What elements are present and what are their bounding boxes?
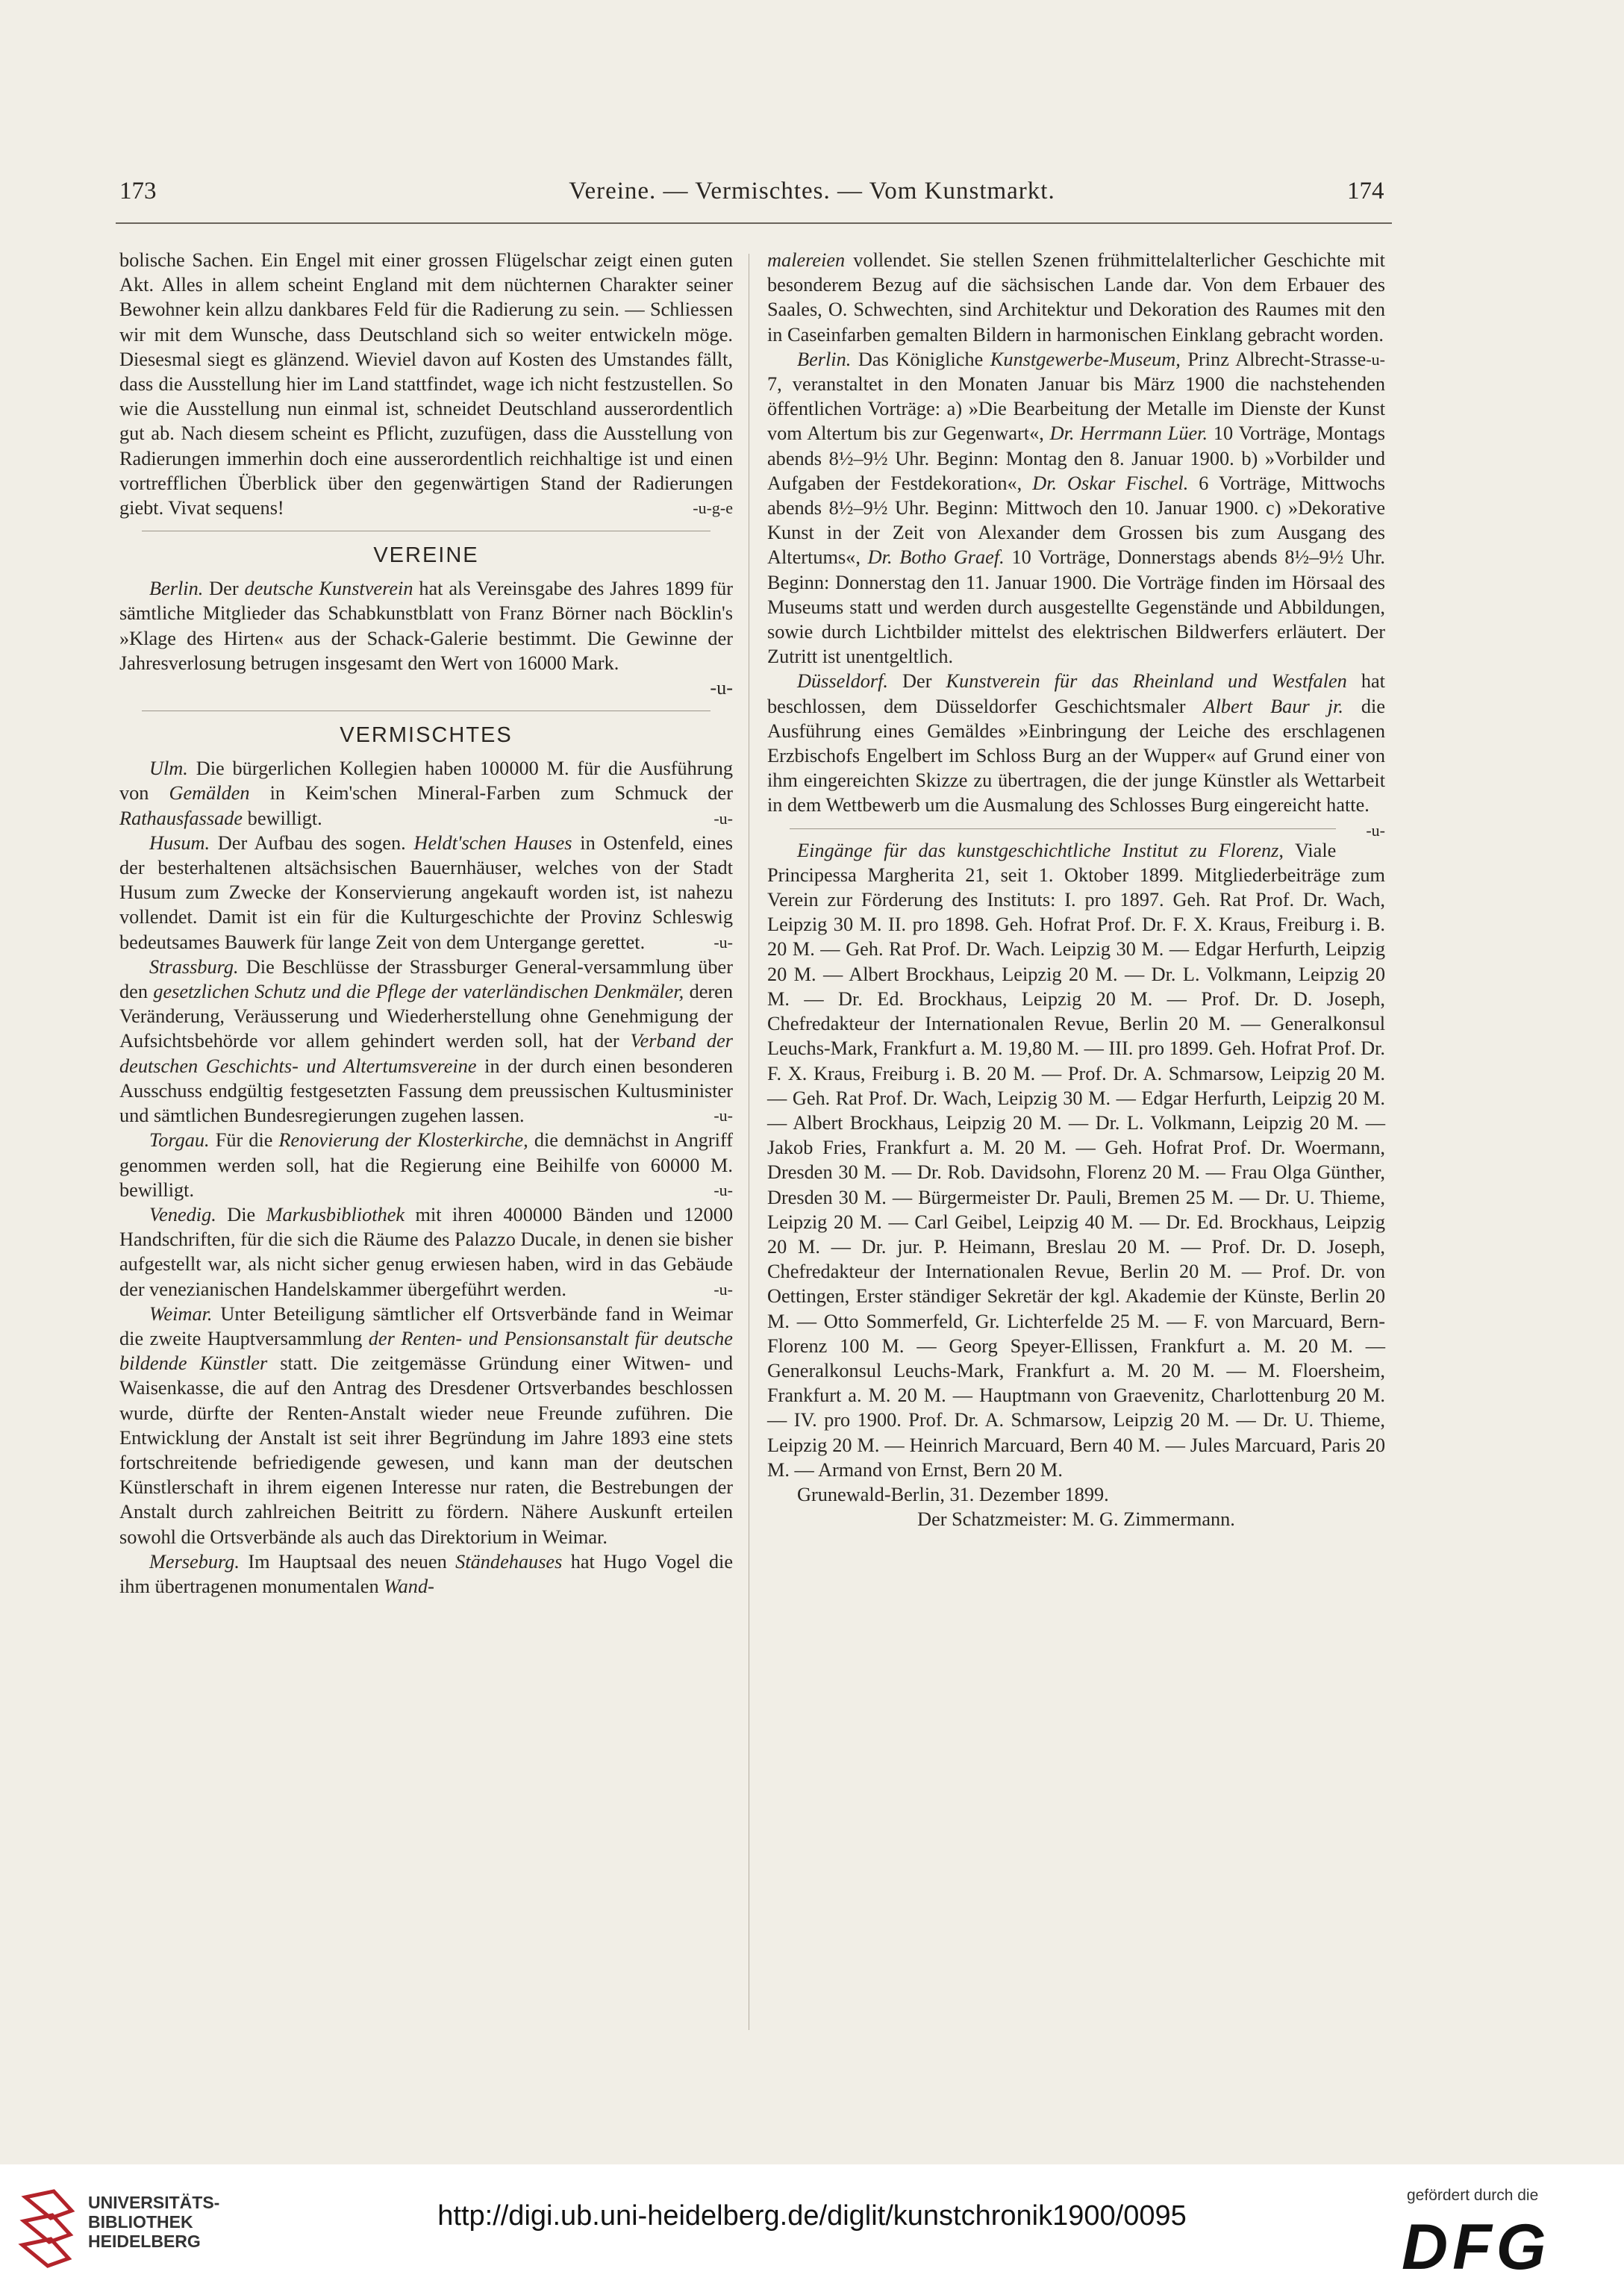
- page-number-right: 174: [1347, 178, 1384, 204]
- signature: -u-: [710, 677, 733, 699]
- funded-by-caption: gefördert durch die: [1407, 2187, 1539, 2204]
- header-rule: [116, 222, 1392, 224]
- permalink-url[interactable]: http://digi.ub.uni-heidelberg.de/diglit/kunstchronik1900/0095: [437, 2200, 1187, 2232]
- section-separator: [790, 828, 1336, 829]
- paragraph: Berlin. Der deutsche Kunstverein hat als Vereinsgabe des Jahres 1899 für sämtliche Mitglieder das Schabkunstblatt von Franz Börner nach Böcklin's »Klage des Hirten« aus der Schack-Galerie bestimmt. Die Gewinne der Jahresverlosung betrugen insgesamt den Wert von 16000 Mark.: [119, 578, 733, 674]
- date-line: Grunewald-Berlin, 31. Dezember 1899.: [797, 1483, 1109, 1505]
- dfg-logo: DFG: [1402, 2211, 1551, 2283]
- library-name: UNIVERSITÄTS- BIBLIOTHEK HEIDELBERG: [88, 2193, 220, 2251]
- paragraph: Strassburg. Die Beschlüsse der Strassburger General-versammlung über den gesetzlichen Schutz und die Pflege der vaterländischen Denkmäler, deren Veränderung, Veräusserung und Wiederherstellung ohne Genehmigung der Aufsichtsbehörde vor allem gehindert werden soll, hat der Verband der deutschen Geschichts- und Altertumsvereine in der durch einen besonderen Ausschuss endgültig festgesetzten Fassung dem preussischen Kultusminister und sämtlichen Bundesregierungen zugehen lassen. -u-: [119, 955, 733, 1127]
- page-number-left: 173: [119, 178, 157, 204]
- right-column: [767, 248, 1385, 1531]
- signatory: Der Schatzmeister: M. G. Zimmermann.: [917, 1508, 1235, 1531]
- paragraph: Eingänge für das kunstgeschichtliche Institut zu Florenz, Viale Principessa Margherita 21, seit 1. Oktober 1899. Mitgliederbeiträge zum Verein zur Förderung des Instituts: I. pro 1897. Geh. Rat Prof. Dr. Wach, Leipzig 30 M. II. pro 1898. Geh. Hofrat Prof. Dr. F. X. Kraus, Freiburg i. B. 20 M. — Geh. Rat Prof. Dr. Wach. Leipzig 30 M. — Edgar Herfurth, Leipzig 20 M. — Albert Brockhaus, Leipzig 20 M. — Dr. L. Volkmann, Leipzig 20 M. — Dr. Ed. Brockhaus, Leipzig 20 M. — Prof. Dr. D. Joseph, Chefredakteur der Internationalen Revue, Berlin 20 M. — Generalkonsul Leuchs-Mark, Frankfurt a. M. 19,80 M. — III. pro 1899. Geh. Hofrat Prof. Dr. F. X. Kraus, Freiburg i. B. 20 M. — Prof. Dr. A. Schmarsow, Leipzig 20 M. — Geh. Rat Prof. Dr. Wach, Leipzig 30 M. — Edgar Herfurth, Leipzig 20 M. — Albert Brockhaus, Leipzig 20 M. — Dr. L. Volkmann, Leipzig 20 M. — Jakob Fries, Frankfurt a. M. 20 M. — Geh. Hofrat Prof. Dr. Woermann, Dresden 30 M. — Dr. Rob. Davidsohn, Florenz 20 M. — Frau Olga Günther, Dresden 30 M. — Bürgermeister Dr. Pauli, Bremen 25 M. — Dr. U. Thieme, Leipzig 20 M. — Carl Geibel, Leipzig 40 M. — Dr. Ed. Brockhaus, Leipzig 20 M. — Dr. jur. P. Heimann, Breslau 20 M. — Prof. Dr. D. Joseph, Chefredakteur der Internationalen Revue, Berlin 20 M. — Prof. Dr. von Oettingen, Erster ständiger Sekretär der kgl. Akademie der Künste, Berlin 20 M. — Otto Sommerfeld, Gr. Lichterfelde 25 M. — F. von Marcuard, Bern-Florenz 100 M. — Georg Speyer-Ellissen, Frankfurt a. M. 20 M. — Generalkonsul Leuchs-Mark, Frankfurt a. M. 20 M. — M. Floersheim, Frankfurt a. M. 20 M. — Hauptmann von Graevenitz, Charlottenburg 20 M. — IV. pro 1900. Prof. Dr. A. Schmarsow, Leipzig 20 M. — Dr. U. Thieme, Leipzig 20 M. — Heinrich Marcuard, Bern 40 M. — Jules Marcuard, Paris 20 M. — Armand von Ernst, Bern 20 M.: [767, 839, 1385, 1481]
- paragraph: malereien vollendet. Sie stellen Szenen frühmittelalterlicher Geschichte mit besonderem Bezug auf die sächsischen Lande dar. Von dem Erbauer des Saales, O. Schwechten, sind Architektur und Dekoration des Raumes mit den in Caseinfarben gemalten Bildern in harmonischen Einklang gebracht worden. -u-: [767, 249, 1385, 369]
- left-column: [119, 248, 733, 1599]
- paragraph: Torgau. Für die Renovierung der Klosterkirche, die demnächst in Angriff genommen werden soll, hat die Regierung eine Beihilfe von 60000 M. bewilligt. -u-: [119, 1129, 733, 1201]
- paragraph: bolische Sachen. Ein Engel mit einer grossen Flügelschar zeigt einen guten Akt. Alles in allem scheint England mit dem nüchternen Charakter seiner Bewohner kein allzu dankbares Feld für die Radierung zu sein. — Schliessen wir mit dem Wunsche, dass Deutschland sich so weiter entwickeln möge. Diesesmal siegt es glänzend. Wieviel davon auf Kosten des Umstandes fällt, dass die Ausstellung hier im Land stattfindet, wage ich nicht festzustellen. So wie die Ausstellung nun einmal ist, schneidet Deutschland ausserordentlich gut ab. Nach diesem scheint es Pflicht, zuzufügen, dass die Ausstellung von Radierungen immerhin doch eine ausserordentlich reichhaltige ist und einen vortrefflichen Überblick über den gegenwärtigen Stand der Radierungen giebt. Vivat sequens! -u-g-e: [119, 248, 733, 520]
- paragraph: Weimar. Unter Beteiligung sämtlicher elf Ortsverbände fand in Weimar die zweite Hauptversammlung der Renten- und Pensionsanstalt für deutsche bildende Künstler statt. Die zeitgemässe Gründung einer Witwen- und Waisenkasse, die auf den Antrag des Dresdener Ortsverbandes beschlossen wurde, dürfte der Renten-Anstalt wieder neue Freunde zuführen. Die Entwicklung der Anstalt ist seit ihrer Begründung im Jahre 1893 eine stets fortschreitende befriedigende gewesen, und kann man der deutschen Künstlerschaft in ihrem eigenen Interesse nur raten, die Bestrebungen der Anstalt durch zahlreichen Beitritt zu fördern. Nähere Auskunft erteilen sowohl die Ortsverbände als auch das Direktorium in Weimar.: [119, 1302, 733, 1548]
- paragraph: Ulm. Die bürgerlichen Kollegien haben 100000 M. für die Ausführung von Gemälden in Keim'schen Mineral-Farben zum Schmuck der Rathausfassade bewilligt. -u-: [119, 758, 733, 829]
- paragraph: Venedig. Die Markusbibliothek mit ihren 400000 Bänden und 12000 Handschriften, für die sich die Räume des Palazzo Ducale, in denen sie bisher aufgestellt war, als nicht sicher genug erwiesen haben, wird in das Gebäude der venezianischen Handelskammer übergeführt werden. -u-: [119, 1203, 733, 1300]
- paragraph: Düsseldorf. Der Kunstverein für das Rheinland und Westfalen hat beschlossen, dem Düsseldorfer Geschichtsmaler Albert Baur jr. die Ausführung eines Gemäldes »Einbringung der Leiche des erschlagenen Erzbischofs Engelbert im Schloss Burg an der Wupper« auf Grund einer von ihm eingereichten Skizze zu übertragen, die der junge Künstler als Wettarbeit in dem Wettbewerb um die Ausmalung des Schlosses Burg eingereicht hatte. -u-: [767, 670, 1385, 840]
- signature: -u-g-e: [693, 499, 733, 518]
- section-heading-vermischtes: VERMISCHTES: [340, 723, 513, 748]
- section-heading-vereine: VEREINE: [373, 543, 479, 568]
- paragraph: Berlin. Das Königliche Kunstgewerbe-Museum, Prinz Albrecht-Strasse 7, veranstaltet in den Monaten Januar bis März 1900 die nachstehenden öffentlichen Vorträge: a) »Die Bearbeitung der Metalle im Dienste der Kunst vom Altertum bis zur Gegenwart«, Dr. Herrmann Lüer. 10 Vorträge, Montags abends 8½–9½ Uhr. Beginn: Montag den 8. Januar 1900. b) »Vorbilder und Aufgaben der Festdekoration«, Dr. Oskar Fischel. 6 Vorträge, Mittwochs abends 8½–9½ Uhr. Beginn: Mittwoch den 10. Januar 1900. c) »Dekorative Kunst in der Zeit von Alexander dem Grossen bis zum Ausgang des Altertums«, Dr. Botho Graef. 10 Vorträge, Donnerstags abends 8½–9½ Uhr. Beginn: Donnerstag den 11. Januar 1900. Die Vorträge finden im Hörsaal des Museums statt und werden durch ausgestellte Gegenstände und Abbildungen, sowie durch Lichtbilder mittelst des elektrischen Bildwerfers erläutert. Der Zutritt ist unentgeltlich.: [767, 348, 1386, 668]
- running-title: Vereine. — Vermischtes. — Vom Kunstmarkt.: [569, 178, 1055, 204]
- paragraph: Husum. Der Aufbau des sogen. Heldt'schen Hauses in Ostenfeld, eines der besterhaltenen altsächsischen Bauernhäuser, welches von der Stadt Husum zum Zwecke der Konservierung angekauft worden ist, ist nahezu vollendet. Damit ist ein für die Kulturgeschichte der Provinz Schleswig bedeutsames Bauwerk für lange Zeit von dem Untergange gerettet. -u-: [119, 831, 733, 953]
- paragraph: Merseburg. Im Hauptsaal des neuen Ständehauses hat Hugo Vogel die ihm übertragenen monumentalen Wand-: [119, 1550, 733, 1597]
